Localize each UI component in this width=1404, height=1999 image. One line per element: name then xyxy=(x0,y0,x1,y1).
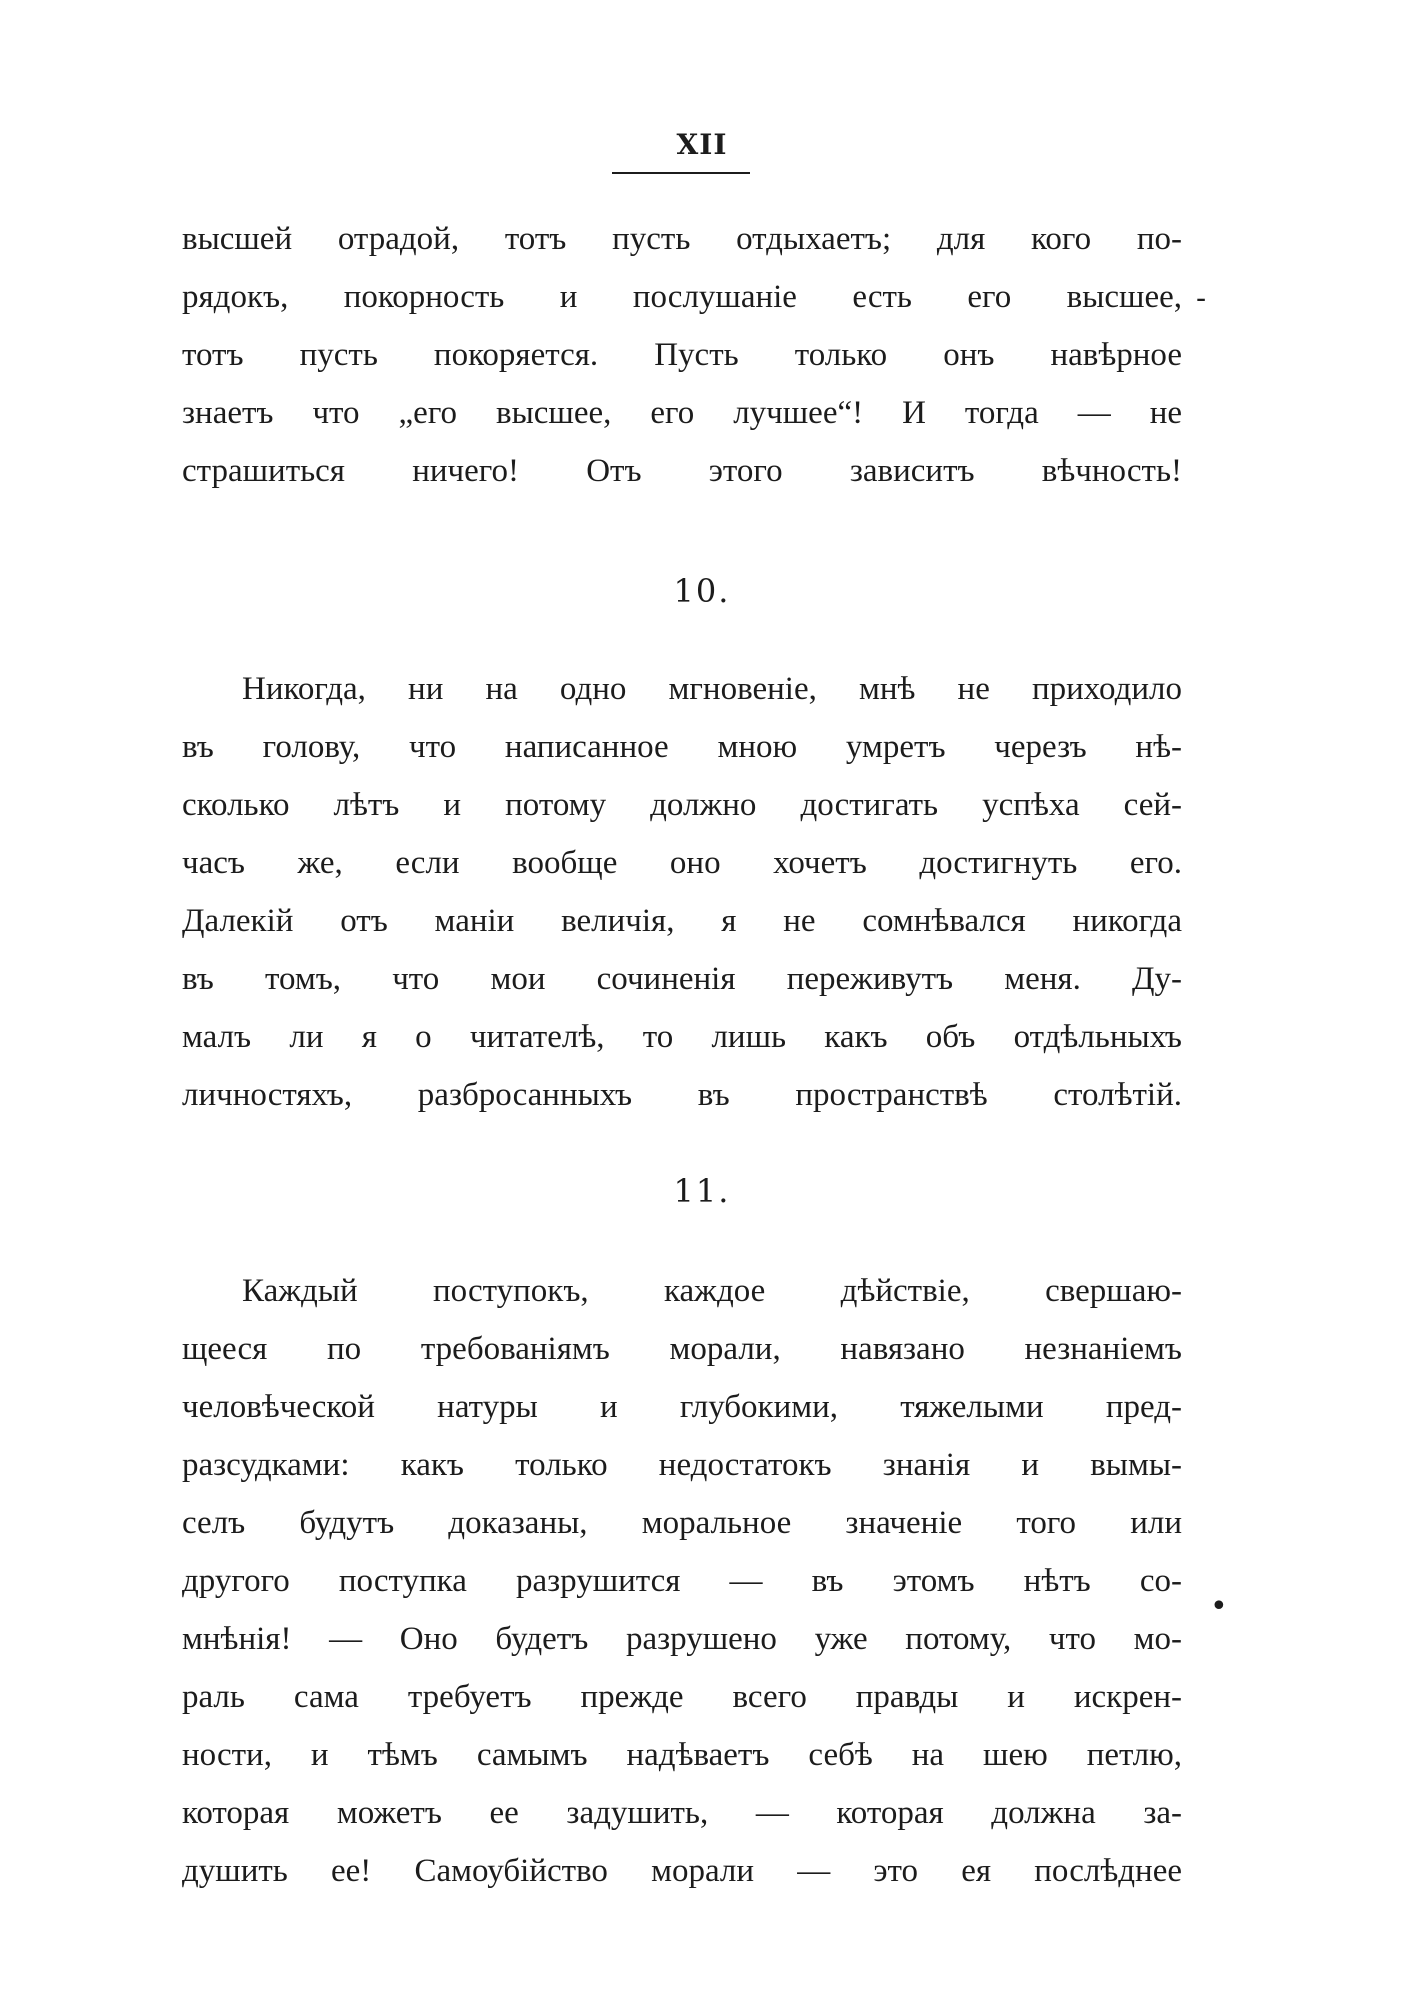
text-line: личностяхъ, разбросанныхъ въ пространствѣ столѣтій. xyxy=(182,1077,1182,1113)
text-line: селъ будутъ доказаны, моральное значеніе того или xyxy=(182,1505,1182,1541)
text-line: тотъ пусть покоряется. Пусть только онъ навѣрное xyxy=(182,337,1182,373)
section-number-11: 11. xyxy=(673,1172,731,1210)
text-line: щееся по требованіямъ морали, навязано незнаніемъ xyxy=(182,1331,1182,1367)
paragraph-continued xyxy=(182,210,1182,500)
text-line: малъ ли я о читателѣ, то лишь какъ объ отдѣльныхъ xyxy=(182,1019,1182,1055)
text-line: разсудками: какъ только недостатокъ знанія и вымы- xyxy=(182,1447,1182,1483)
text-line: высшей отрадой, тотъ пусть отдыхаетъ; для кого по- xyxy=(182,221,1182,257)
text-line: часъ же, если вообще оно хочетъ достигнуть его. xyxy=(182,845,1182,881)
text-line: въ голову, что написанное мною умретъ черезъ нѣ- xyxy=(182,729,1182,765)
text-line: въ томъ, что мои сочиненія переживутъ меня. Ду- xyxy=(182,961,1182,997)
text-line: душить ее! Самоубійство морали — это ея послѣднее xyxy=(182,1853,1182,1889)
section-10-paragraph xyxy=(182,660,1182,1124)
margin-dash: - xyxy=(1196,281,1207,316)
text-line: ности, и тѣмъ самымъ надѣваетъ себѣ на шею петлю, xyxy=(182,1737,1182,1773)
text-line: которая можетъ ее задушить, — которая должна за- xyxy=(182,1795,1182,1831)
text-line: рядокъ, покорность и послушаніе есть его высшее, xyxy=(182,279,1182,315)
page-number: XII xyxy=(676,128,728,161)
section-number-10: 10. xyxy=(673,572,731,610)
text-line: раль сама требуетъ прежде всего правды и искрен- xyxy=(182,1679,1182,1715)
text-line: Никогда, ни на одно мгновеніе, мнѣ не приходило xyxy=(242,671,1182,707)
text-line: Каждый поступокъ, каждое дѣйствіе, свершаю- xyxy=(242,1273,1182,1309)
text-line: мнѣнія! — Оно будетъ разрушено уже потому, что мо- xyxy=(182,1621,1182,1657)
margin-dot: • xyxy=(1210,1589,1228,1624)
text-line: знаетъ что „его высшее, его лучшее“! И тогда — не xyxy=(182,395,1182,431)
text-line: сколько лѣтъ и потому должно достигать успѣха сей- xyxy=(182,787,1182,823)
text-line: человѣческой натуры и глубокими, тяжелыми пред- xyxy=(182,1389,1182,1425)
header-rule xyxy=(612,172,750,174)
text-line: другого поступка разрушится — въ этомъ нѣтъ со- xyxy=(182,1563,1182,1599)
section-11-paragraph xyxy=(182,1262,1182,1900)
text-line: страшиться ничего! Отъ этого зависитъ вѣчность! xyxy=(182,453,1182,489)
text-line: Далекій отъ маніи величія, я не сомнѣвался никогда xyxy=(182,903,1182,939)
